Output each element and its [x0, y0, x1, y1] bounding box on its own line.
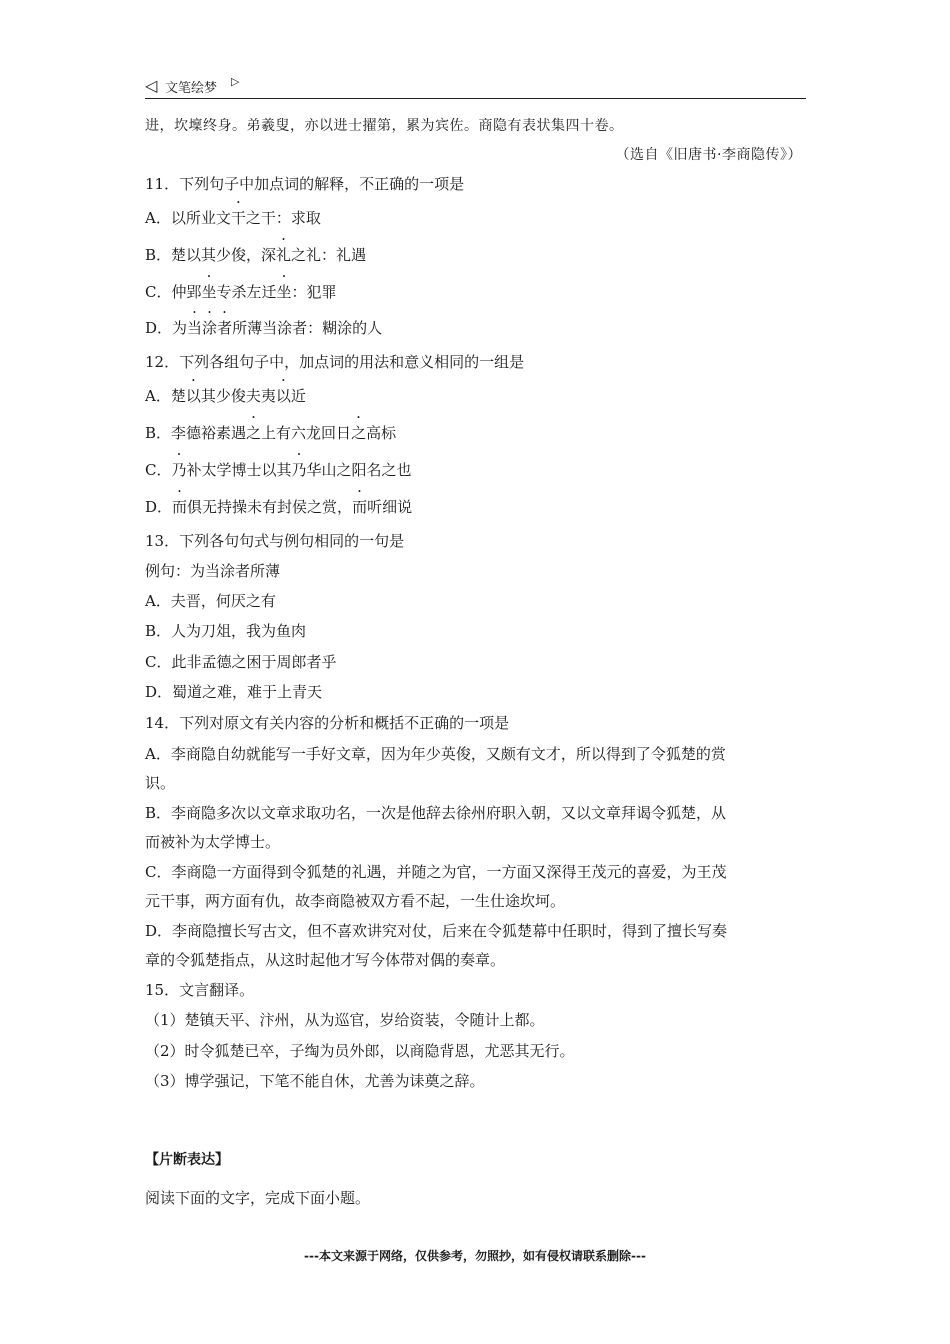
- dotted-word: 坐: [276, 283, 292, 301]
- q12-option-b: B．李德裕素遇之上有六龙回日之高标: [145, 424, 397, 442]
- q13-option-a: A．夫晋，何厌之有: [145, 592, 276, 610]
- q13-option-b: B．人为刀俎，我为鱼肉: [145, 622, 307, 640]
- q14-stem: 14．下列对原文有关内容的分析和概括不正确的一项是: [145, 714, 510, 732]
- dotted-word: 之: [351, 424, 367, 442]
- dotted-word: 乃: [171, 461, 187, 479]
- dotted-word: 而: [172, 498, 188, 516]
- q12-stem: 12．下列各组句子中，加点词的用法和意义相同的一组是: [145, 353, 525, 371]
- dotted-word: 坐: [201, 283, 217, 301]
- q12-option-a: A．楚以其少俊夫夷以近: [145, 387, 306, 405]
- q14-option-d-line1: D．李商隐擅长写古文，但不喜欢讲究对仗，后来在令狐楚幕中任职时，得到了擅长写奏: [145, 922, 728, 940]
- section-instruction: 阅读下面的文字，完成下面小题。: [145, 1189, 371, 1207]
- dotted-word: 之: [246, 424, 262, 442]
- dotted-word: 礼: [276, 246, 292, 264]
- dotted-word: 者: [217, 319, 233, 337]
- page-header: [145, 72, 806, 99]
- q11-option-d: D．为当涂者所薄当涂者：糊涂的人: [145, 319, 383, 337]
- dotted-word: 当: [187, 319, 203, 337]
- dotted-word: 干: [230, 209, 246, 227]
- dotted-word: 以: [275, 387, 291, 405]
- q11-stem: 11．下列句子中加点词的解释，不正确的一项是: [145, 175, 465, 193]
- q12-option-d: D．而俱无持操未有封侯之赏，而听细说: [145, 498, 413, 516]
- q13-option-d: D．蜀道之难，难于上青天: [145, 683, 323, 701]
- q14-option-b-line2: 而被补为太学博士。: [145, 833, 281, 851]
- dotted-word: 乃: [291, 461, 307, 479]
- q12-option-c: C．乃补太学博士以其乃华山之阳名之也: [145, 461, 412, 479]
- q13-stem: 13．下列各句句式与例句相同的一句是: [145, 532, 405, 550]
- q14-option-b-line1: B．李商隐多次以文章求取功名，一次是他辞去徐州府职入朝，又以文章拜谒令狐楚，从: [145, 804, 727, 822]
- intro-line: 进，坎壈终身。弟羲叟，亦以进士擢第，累为宾佐。商隐有表状集四十卷。: [145, 118, 624, 134]
- q15-stem: 15．文言翻译。: [145, 981, 255, 999]
- q14-option-a-line1: A．李商隐自幼就能写一手好文章，因为年少英俊，又颇有文才，所以得到了令狐楚的赏: [145, 745, 726, 763]
- q13-example: 例句：为当涂者所薄: [145, 562, 281, 580]
- q14-option-d-line2: 章的令狐楚指点，从这时起他才写今体带对偶的奏章。: [145, 951, 506, 969]
- triangle-left-icon: ◁: [145, 76, 158, 95]
- section-title: 【片断表达】: [145, 1152, 229, 1168]
- source-citation: （选自《旧唐书·李商隐传》）: [615, 147, 802, 163]
- brand-name: 文笔绘梦: [165, 81, 218, 96]
- q11-option-c: C．仲郢坐专杀左迁坐：犯罪: [145, 283, 337, 301]
- triangle-right-icon: ▷: [231, 75, 240, 88]
- q13-option-c: C．此非孟德之困于周郎者乎: [145, 653, 337, 671]
- q14-option-c-line1: C．李商隐一方面得到令狐楚的礼遇，并随之为官，一方面又深得王茂元的喜爱，为王茂: [145, 863, 727, 881]
- footer-disclaimer: ---本文来源于网络，仅供参考，勿照抄，如有侵权请联系删除---: [304, 1249, 646, 1263]
- q14-option-a-line2: 识。: [145, 774, 176, 792]
- q15-item-2: （2）时令狐楚已卒，子绹为员外郎，以商隐背恩，尤恶其无行。: [145, 1042, 575, 1060]
- dotted-word: 而: [352, 498, 368, 516]
- q14-option-c-line2: 元干事，两方面有仇，故李商隐被双方看不起，一生仕途坎坷。: [145, 892, 566, 910]
- q15-item-1: （1）楚镇天平、汴州，从为巡官，岁给资装，令随计上都。: [145, 1011, 545, 1029]
- dotted-word: 以: [185, 387, 201, 405]
- q15-item-3: （3）博学强记，下笔不能自休，尤善为诔奠之辞。: [145, 1072, 485, 1090]
- q11-option-a: A．以所业文干之干：求取: [145, 209, 321, 227]
- q11-option-b: B．楚以其少俊，深礼之礼：礼遇: [145, 246, 367, 264]
- dotted-word: 涂: [202, 319, 218, 337]
